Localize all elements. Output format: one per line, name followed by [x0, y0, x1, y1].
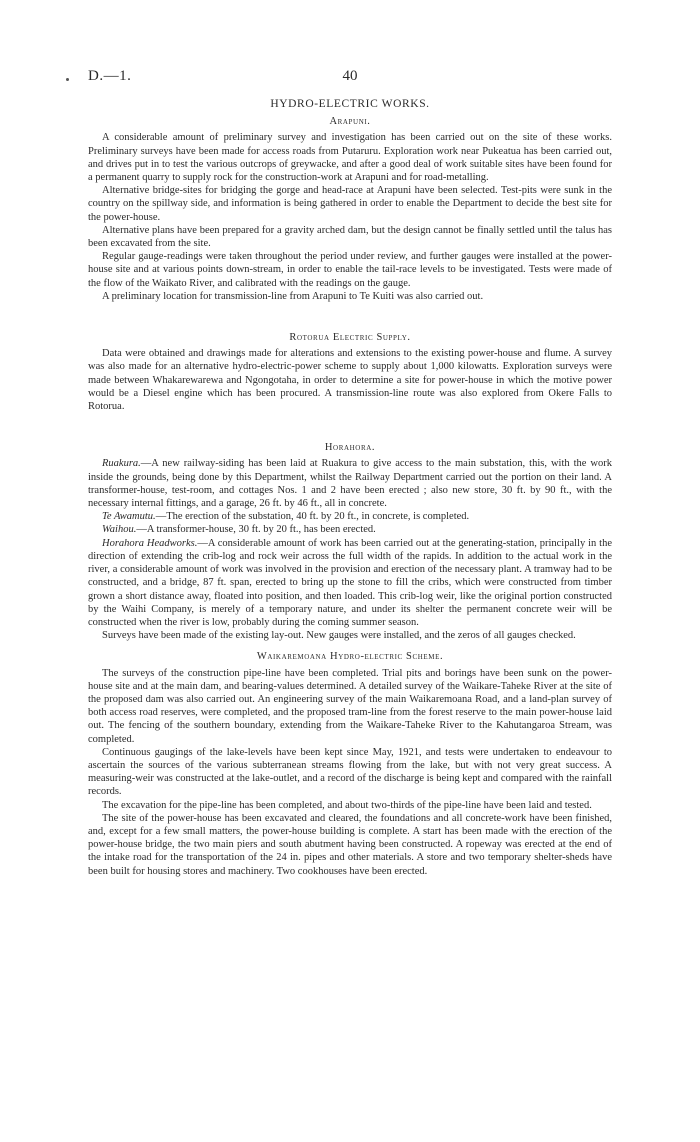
paragraph: Alternative plans have been prepared for a gravity arched dam, but the design cannot be finally settled until the talus has been excavated from the site.: [88, 224, 612, 250]
section-heading: Horahora.: [324, 442, 376, 454]
run-in-heading: Ruakura.: [102, 458, 141, 470]
section-arapuni: [88, 115, 612, 303]
paragraph: Horahora Headworks.—A considerable amount of work has been carried out at the generating-station, principally in the direction of extending the crib-log and rock weir across the full width of the rapids. In addition to the actual work in the river, a considerable amount of work was involved in the provision and erection of the necessary plant. A tramway had to be constructed, and a bridge, 87 ft. span, erected to bring up the stone to fill the cribs, which were constructed from timber grown a short distance away, floated into position, and then loaded. This crib-log weir, like the original portion constructed by the Waihi Company, is merely of a temporary nature, and under its shelter the permanent concrete weir will be constructed when the river is low, probably during the coming summer season.: [88, 537, 612, 628]
section-heading: Rotorua Electric Supply.: [289, 332, 411, 344]
margin-dot: [66, 78, 69, 81]
section-horahora: [88, 441, 612, 642]
paragraph: The site of the power-house has been excavated and cleared, the foundations and all concrete-work have been finished, and, except for a few small matters, the power-house building is complete. A start has been made with the erection of the power-house bridge, the two main piers and south abutment having been constructed. A ropeway was erected at the end of the intake road for the transportation of the 24 in. pipes and other materials. A store and two temporary shelter-sheds have been built for housing stores and machinery. Two cookhouses have been erected.: [88, 812, 612, 877]
paragraph: The surveys of the construction pipe-line have been completed. Trial pits and borings have been sunk on the power-house site and at the main dam, and bearing-values determined. A detailed survey of the Waikare-Taheke River at the site of the proposed dam was also carried out. An engineering survey of the main Waikaremoana Road, and a land-plan survey of both access road reserves, were completed, and the proposed tram-line from the forest reserve to the main power-house laid out. The fencing of the southern boundary, extending from the Waikare-Taheke River to the Kahutangaroa Stream, was completed.: [88, 667, 612, 745]
section-heading: Waikaremoana Hydro-electric Scheme.: [256, 651, 444, 663]
paragraph: Data were obtained and drawings made for alterations and extensions to the existing power-house and flume. A survey was also made for an alternative hydro-electric-power scheme to supply about 1,000 kilowatts. Exploration surveys were made between Whakarewarewa and Ngongotaha, in order to determine a site for power-house in which the motive power would be a Diesel engine which has been procured. A transmission-line route was also explored from Okere Falls to Rotorua.: [88, 348, 612, 413]
paragraph: Te Awamutu.—The erection of the substation, 40 ft. by 20 ft., in concrete, is completed.: [102, 511, 470, 523]
section-heading: Arapuni.: [329, 116, 371, 128]
paragraph: Regular gauge-readings were taken throughout the period under review, and further gauges were installed at the power-house site and at various points down-stream, in order to enable the tail-race levels to be investigated. Tests were made of the flow of the Waikato River, and calibrated with the readings on the gauge.: [88, 251, 612, 289]
paragraph: Ruakura.—A new railway-siding has been laid at Ruakura to give access to the main substation, this, with the work inside the grounds, being done by this Department, whilst the Railway Department carried out the portion on their land. A transformer-house, test-room, and cottages Nos. 1 and 2 have been erected ; also new store, 30 ft. by 90 ft., with the necessary internal fittings, and a garage, 26 ft. by 46 ft., all in concrete.: [88, 458, 612, 510]
section-waikaremoana-scheme: [88, 650, 612, 877]
paragraph: Alternative bridge-sites for bridging the gorge and head-race at Arapuni have been selected. Test-pits were sunk in the country on the spillway side, and information is being gathered in order to enable the Department to decide the best site for the power-house.: [88, 185, 612, 223]
paragraph: The excavation for the pipe-line has been completed, and about two-thirds of the pipe-line have been laid and tested.: [102, 799, 592, 811]
run-in-heading: Te Awamutu.: [102, 511, 156, 523]
document-reference: D.—1.: [88, 68, 132, 84]
paragraph: Waihou.—A transformer-house, 30 ft. by 20 ft., has been erected.: [102, 524, 376, 536]
page-number: 40: [342, 68, 358, 84]
run-in-heading: Horahora Headworks.: [102, 537, 198, 549]
section-rotorua-electric-supply: [88, 331, 612, 413]
running-head: [88, 70, 612, 92]
paragraph: A preliminary location for transmission-line from Arapuni to Te Kuiti was also carried out.: [102, 290, 484, 302]
page-title: HYDRO-ELECTRIC WORKS.: [270, 98, 430, 110]
paragraph: A considerable amount of preliminary survey and investigation has been carried out on the site of these works. Preliminary surveys have been made for access roads from Putaruru. Exploration work near Pukeatua has been carried out, and drives put in to test the various outcrops of greywacke, and after a good deal of work suitable sites have been found for a permanent quarry to supply rock for the construction-work at Arapuni and for road-metalling.: [88, 132, 612, 184]
paragraph: Surveys have been made of the existing lay-out. New gauges were installed, and the zeros of all gauges checked.: [102, 630, 576, 642]
run-in-heading: Waihou.: [102, 524, 137, 536]
paragraph: Continuous gaugings of the lake-levels have been kept since May, 1921, and tests were undertaken to endeavour to ascertain the sources of the various subterranean streams flowing from the lake, but with not very great success. A measuring-weir was constructed at the lake-outlet, and a record of the discharge is being kept and compared with the rainfall records.: [88, 746, 612, 798]
